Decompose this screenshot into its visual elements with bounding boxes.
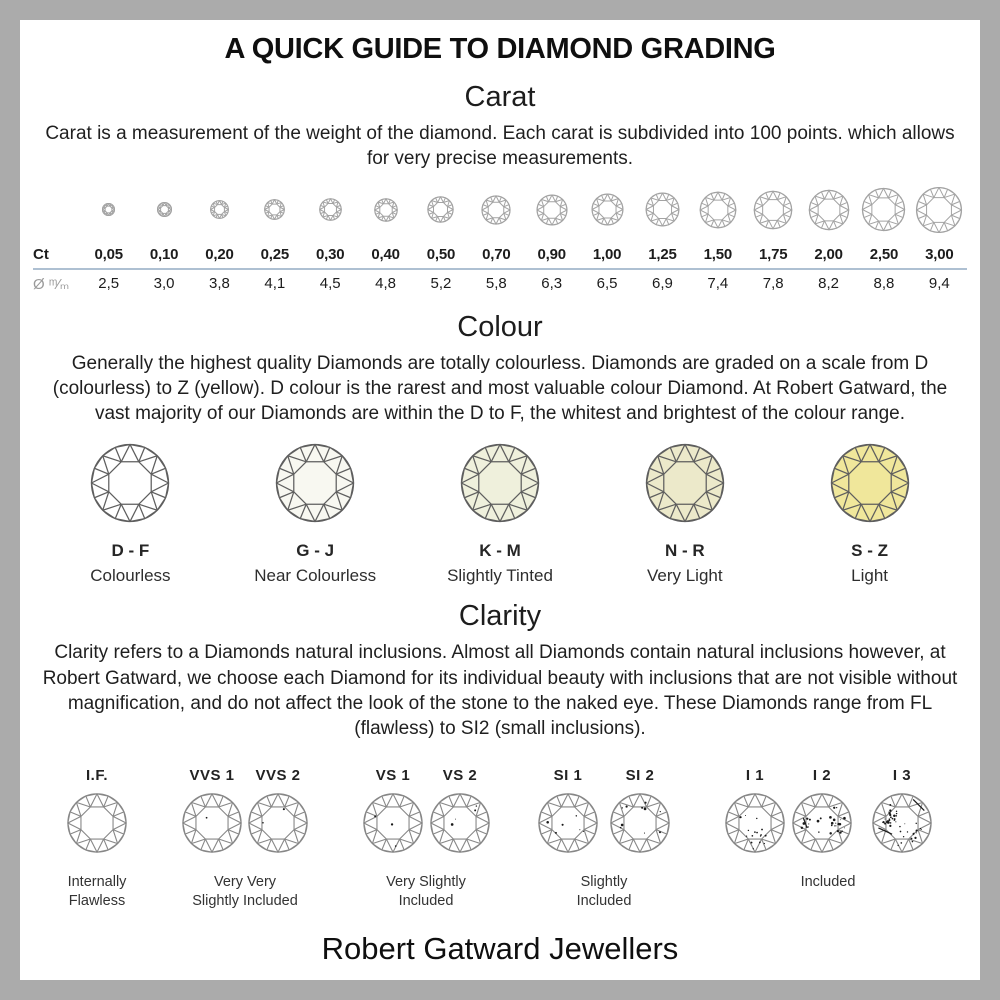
clarity-group-label xyxy=(514,873,694,911)
carat-stone-icon xyxy=(136,182,191,238)
colour-grade-range: D - F xyxy=(111,541,150,561)
colour-grade-column xyxy=(223,442,408,586)
carat-stone-icon xyxy=(524,182,579,238)
carat-mm-value: 5,2 xyxy=(430,275,452,293)
carat-mm-value: 4,8 xyxy=(375,275,396,293)
colour-grade-range: N - R xyxy=(664,541,705,561)
colour-grade-range: K - M xyxy=(479,541,521,561)
clarity-group-label-line: Slightly Included xyxy=(192,893,298,910)
colour-description: Generally the highest quality Diamonds are totally colourless. Diamonds are graded on a scale from D (colourless) to Z (yellow). D colour is the rarest and most valuable colour Diamond. At Robert Gatward, the vast majority of our Diamonds are within the D to F, the whitest and brightest of the colour range. xyxy=(52,352,948,425)
carat-chart xyxy=(33,182,967,293)
carat-heading: Carat xyxy=(464,81,536,113)
clarity-group-label-line: Included xyxy=(576,893,632,910)
carat-stone-icon xyxy=(579,182,634,238)
colour-stone-icon xyxy=(38,442,223,529)
clarity-group-label-line: Included xyxy=(800,874,856,891)
carat-mm-value: 4,1 xyxy=(264,275,286,293)
clarity-group-label xyxy=(336,873,516,911)
colour-grade-column xyxy=(408,442,593,586)
colour-stone-icon xyxy=(408,442,593,529)
carat-mm-value: 9,4 xyxy=(928,275,950,293)
carat-stone-icon xyxy=(413,182,468,238)
clarity-grade-code: I.F. xyxy=(85,767,108,785)
colour-grade-column xyxy=(777,442,962,586)
clarity-grade-code: VS 2 xyxy=(442,767,478,785)
colour-stone-icon xyxy=(223,442,408,529)
clarity-stone-icon xyxy=(724,792,786,854)
carat-stone-icon xyxy=(81,182,136,238)
colour-grade-range: S - Z xyxy=(851,541,888,561)
clarity-group-label-line: Included xyxy=(398,893,454,910)
colour-grades-row xyxy=(38,442,962,586)
carat-mm-value: 2,5 xyxy=(98,275,120,293)
carat-stone-icon xyxy=(690,182,745,238)
carat-mm-value: 6,5 xyxy=(596,275,618,293)
carat-stone-icon xyxy=(192,182,247,238)
carat-stone-icon xyxy=(746,182,801,238)
carat-ct-value: 0,20 xyxy=(205,245,234,263)
clarity-group-label-line: Very Very xyxy=(213,874,277,891)
clarity-group-label-line: Very Slightly xyxy=(386,874,466,891)
clarity-stone-icon xyxy=(247,792,309,854)
carat-ct-value: 0,70 xyxy=(482,245,511,263)
clarity-grade-code: I 3 xyxy=(892,767,912,785)
clarity-stone-icon xyxy=(791,792,853,854)
clarity-group-label-line: Slightly xyxy=(580,874,628,891)
carat-stone-icon xyxy=(303,182,358,238)
carat-ct-value: 2,50 xyxy=(869,245,899,263)
carat-mm-value: 5,8 xyxy=(485,275,507,293)
carat-mm-value: 7,8 xyxy=(762,275,784,293)
clarity-group-label-line: Flawless xyxy=(68,893,126,910)
clarity-stone-icon xyxy=(609,792,671,854)
carat-mm-value: 6,3 xyxy=(541,275,563,293)
clarity-grade-code: I 1 xyxy=(745,767,765,785)
carat-mm-value: 4,5 xyxy=(319,275,341,293)
colour-grade-column xyxy=(38,442,223,586)
clarity-description: Clarity refers to a Diamonds natural inclusions. Almost all Diamonds contain natural inclusions however, at Robert Gatward, we choose each Diamond for its individual beauty with inclusions that are not visible without magnification, and do not affect the look of the stone to the naked eye. These Diamonds range from FL (flawless) to SI2 (small inclusions). xyxy=(42,642,958,740)
colour-grade-range: G - J xyxy=(296,541,335,561)
clarity-grade-code: SI 1 xyxy=(553,767,583,785)
clarity-group-label xyxy=(738,873,918,892)
carat-ct-value: 0,10 xyxy=(149,245,179,263)
footer-brand: Robert Gatward Jewellers xyxy=(321,931,679,967)
carat-section xyxy=(20,81,980,293)
colour-grade-column xyxy=(592,442,777,586)
clarity-grade-code: VVS 2 xyxy=(255,767,301,785)
carat-ct-value: 1,25 xyxy=(648,245,677,263)
colour-grade-label: Near Colourless xyxy=(254,566,377,586)
colour-grade-label: Colourless xyxy=(90,566,171,586)
carat-description: Carat is a measurement of the weight of the diamond. Each carat is subdivided into 100 points. which allows for very precise measurements. xyxy=(45,123,955,170)
carat-ct-value: 3,00 xyxy=(925,245,954,263)
carat-stone-icon xyxy=(247,182,302,238)
page-title: A QUICK GUIDE TO DIAMOND GRADING xyxy=(224,33,776,65)
carat-stone-icon xyxy=(801,182,856,238)
carat-ct-value: 0,05 xyxy=(94,245,123,263)
clarity-stone-icon xyxy=(429,792,491,854)
carat-ct-value: 0,90 xyxy=(537,245,566,263)
colour-grade-label: Slightly Tinted xyxy=(447,566,553,586)
carat-mm-value: 8,8 xyxy=(873,275,895,293)
carat-ct-value: 0,50 xyxy=(426,245,456,263)
clarity-stone-icon xyxy=(362,792,424,854)
clarity-heading: Clarity xyxy=(458,600,542,633)
carat-mm-value: 7,4 xyxy=(707,275,729,293)
carat-ct-value: 1,00 xyxy=(592,245,622,263)
clarity-section xyxy=(20,600,980,919)
clarity-grade-code: I 2 xyxy=(812,767,832,785)
clarity-grade-code: VS 1 xyxy=(375,767,411,785)
clarity-group-label xyxy=(155,873,335,911)
colour-stone-icon xyxy=(592,442,777,529)
clarity-stone-icon xyxy=(181,792,243,854)
carat-ct-value: 2,00 xyxy=(814,245,843,263)
clarity-group-label-line: Internally xyxy=(67,874,127,891)
clarity-grade-code: SI 2 xyxy=(625,767,655,785)
carat-mm-value: 3,8 xyxy=(209,275,230,293)
carat-ct-value: 1,50 xyxy=(703,245,733,263)
clarity-stone-icon xyxy=(871,792,933,854)
clarity-grades-row xyxy=(20,767,980,919)
carat-ct-value: 0,40 xyxy=(371,245,400,263)
carat-stone-icon xyxy=(912,182,967,238)
colour-stone-icon xyxy=(777,442,962,529)
carat-ct-value: 1,75 xyxy=(758,245,788,263)
carat-stone-icon xyxy=(856,182,911,238)
carat-mm-value: 8,2 xyxy=(818,275,839,293)
carat-mm-value: 6,9 xyxy=(652,275,673,293)
colour-section xyxy=(20,311,980,587)
colour-heading: Colour xyxy=(457,310,543,343)
carat-stone-icon xyxy=(635,182,690,238)
clarity-stone-icon xyxy=(66,792,128,854)
colour-grade-label: Light xyxy=(851,566,889,586)
carat-row-label-diameter: Ø ᵐ⁄ₘ xyxy=(33,275,70,293)
clarity-grade-code: VVS 1 xyxy=(189,767,235,785)
clarity-stone-icon xyxy=(537,792,599,854)
colour-grade-label: Very Light xyxy=(646,566,723,586)
carat-ct-value: 0,30 xyxy=(315,245,345,263)
carat-stone-icon xyxy=(469,182,524,238)
carat-stone-icon xyxy=(358,182,413,238)
carat-ct-value: 0,25 xyxy=(260,245,290,263)
carat-row-label-ct: Ct xyxy=(33,245,49,263)
carat-mm-value: 3,0 xyxy=(153,275,175,293)
